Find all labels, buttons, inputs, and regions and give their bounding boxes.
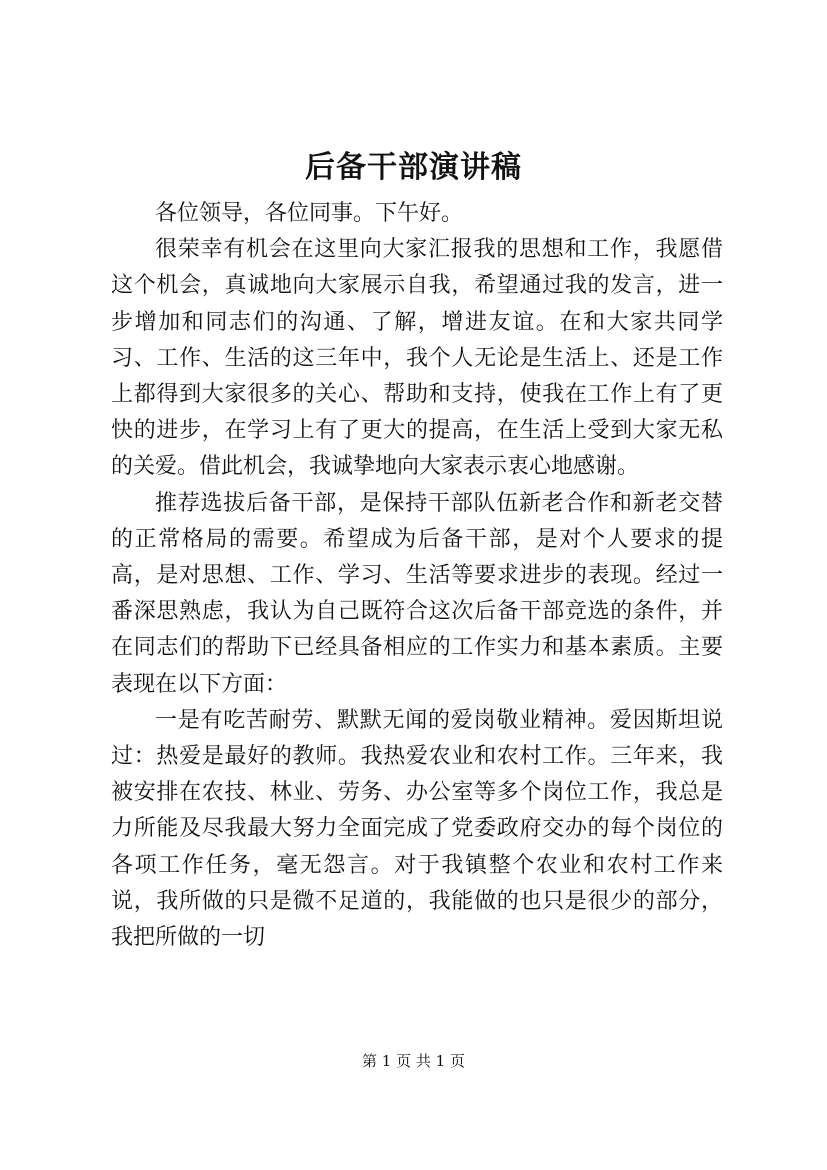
page-footer: 第 1 页 共 1 页	[362, 1052, 465, 1070]
document-body	[111, 196, 723, 956]
document-title: 后备干部演讲稿	[305, 150, 522, 185]
paragraph-introduction: 很荣幸有机会在这里向大家汇报我的思想和工作，我愿借这个机会，真诚地向大家展示自我，希望通过我的发言，进一步增加和同志们的沟通、了解，增进友谊。在和大家共同学习、工作、生活的这三年中，我个人无论是生活上、还是工作上都得到大家很多的关心、帮助和支持，使我在工作上有了更快的进步，在学习上有了更大的提高，在生活上受到大家无私的关爱。借此机会，我诚挚地向大家表示衷心地感谢。	[111, 237, 723, 480]
paragraph-greeting: 各位领导，各位同事。下午好。	[155, 201, 464, 226]
paragraph-first-point: 一是有吃苦耐劳、默默无闻的爱岗敬业精神。爱因斯坦说过：热爱是最好的教师。我热爱农业和农村工作。三年来，我被安排在农技、林业、劳务、办公室等多个岗位工作，我总是力所能及尽我最大努力全面完成了党委政府交办的每个岗位的各项工作任务，毫无怨言。对于我镇整个农业和农村工作来说，我所做的只是微不足道的，我能做的也只是很少的部分，我把所做的一切	[111, 707, 723, 951]
paragraph-recommendation: 推荐选拔后备干部，是保持干部队伍新老合作和新老交替的正常格局的需要。希望成为后备干部，是对个人要求的提高，是对思想、工作、学习、生活等要求进步的表现。经过一番深思熟虑，我认为自己既符合这次后备干部竞选的条件，并在同志们的帮助下已经具备相应的工作实力和基本素质。主要表现在以下方面：	[111, 490, 723, 697]
